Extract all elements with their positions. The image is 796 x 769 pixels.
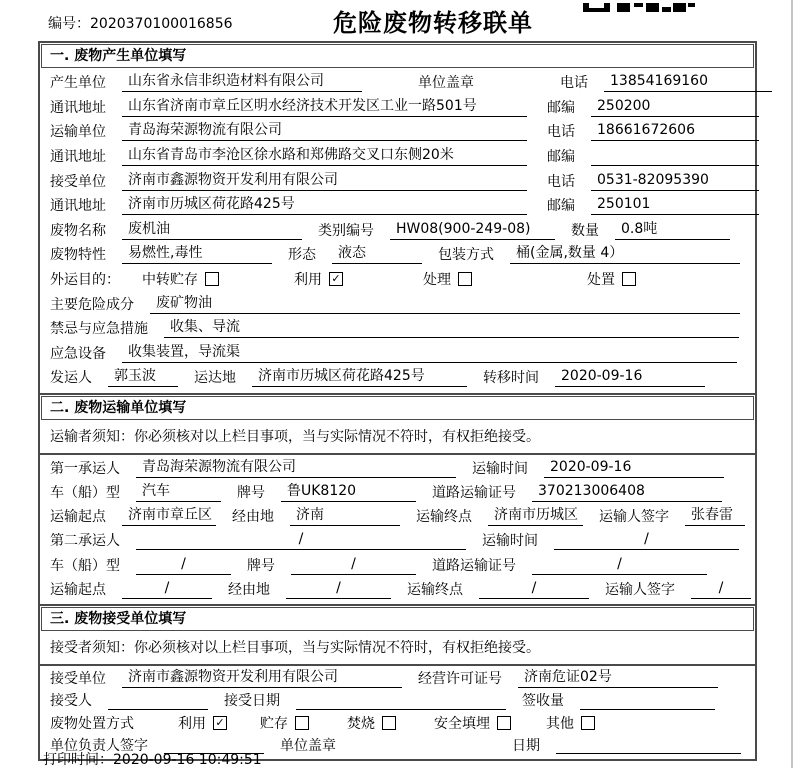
checkbox-label: 安全填埋 — [434, 715, 490, 732]
field-label: 主要危险成分 — [50, 296, 134, 313]
field-label: 应急设备 — [50, 345, 106, 362]
section-producer-title: 一. 废物产生单位填写 — [41, 44, 754, 68]
form-row — [50, 667, 745, 689]
field-value — [556, 735, 741, 754]
field-label: 包装方式 — [438, 247, 494, 264]
field-value: 张春雷 — [685, 506, 745, 526]
transporter-notice: 运输者须知：你必须核对以上栏目事项，当与实际情况不符时，有权拒绝接受。 — [40, 421, 755, 455]
form-row — [50, 242, 745, 267]
field-value: 青岛海荣源物流有限公司 — [122, 121, 527, 141]
field-label: 接受日期 — [224, 693, 280, 710]
form-row — [50, 218, 745, 243]
checkbox-unchecked-icon — [458, 272, 472, 286]
field-label: 电话 — [560, 75, 588, 92]
form-row — [50, 528, 745, 552]
checkbox-unchecked-icon — [205, 272, 219, 286]
checkbox-label: 处理 — [423, 272, 451, 289]
field-value: 2020-09-16 — [555, 367, 705, 387]
field-label: 经营许可证号 — [418, 670, 502, 687]
form-row — [50, 144, 745, 169]
checkbox-checked-icon: ✓ — [213, 716, 227, 730]
field-label: 通讯地址 — [50, 198, 106, 215]
field-label: 电话 — [547, 173, 575, 190]
checkbox-label: 焚烧 — [347, 715, 375, 732]
field-label: 经由地 — [228, 581, 270, 598]
print-time-value: 2020-09-16 10:49:51 — [113, 752, 262, 768]
field-value: 370213006408 — [532, 482, 722, 502]
field-value: 液态 — [332, 244, 422, 264]
field-label: 日期 — [512, 737, 540, 754]
checkbox-group — [587, 269, 636, 289]
field-label: 通讯地址 — [50, 149, 106, 166]
field-label: 禁忌与应急措施 — [50, 321, 148, 338]
checkbox-unchecked-icon — [295, 716, 309, 730]
field-value: / — [291, 555, 416, 575]
checkbox-label: 贮存 — [260, 715, 288, 732]
field-value: 鲁UK8120 — [281, 482, 416, 502]
field-value: 济南市章丘区 — [122, 506, 216, 526]
section-transporter — [40, 393, 755, 604]
field-value: 济南市鑫源物资开发利用有限公司 — [122, 668, 402, 688]
field-value: / — [691, 579, 751, 599]
field-value: 青岛海荣源物流有限公司 — [136, 458, 456, 478]
field-value — [108, 691, 208, 710]
form-row — [50, 504, 745, 528]
field-label: 通讯地址 — [50, 99, 106, 116]
form-row — [50, 291, 745, 316]
checkbox-unchecked-icon — [581, 716, 595, 730]
doc-number-value: 2020370100016856 — [90, 16, 233, 32]
form-row — [50, 70, 745, 95]
doc-number — [48, 13, 233, 33]
field-label: 运输起点 — [50, 509, 106, 526]
field-label: 发运人 — [50, 370, 92, 387]
field-value: / — [122, 579, 212, 599]
field-value: 山东省永信非织造材料有限公司 — [122, 72, 362, 92]
print-time-label: 打印时间： — [43, 752, 113, 768]
print-time — [43, 749, 262, 769]
checkbox-group — [178, 713, 227, 733]
field-label: 外运目的： — [50, 272, 120, 289]
field-label: 接受单位 — [50, 173, 106, 190]
checkbox-label: 处置 — [587, 272, 615, 289]
field-value: 山东省青岛市李沧区徐水路和郑佛路交叉口东侧20米 — [122, 146, 527, 166]
field-label: 废物名称 — [50, 222, 106, 239]
field-value: / — [532, 555, 707, 575]
checkbox-group — [142, 269, 219, 289]
field-label: 电话 — [547, 124, 575, 141]
field-value: 13854169160 — [604, 72, 772, 92]
section-receiver — [40, 604, 755, 759]
transfer-manifest-form — [38, 41, 757, 761]
field-value: 250200 — [591, 97, 759, 117]
field-label: 类别编号 — [318, 222, 374, 239]
field-label: 第二承运人 — [50, 533, 120, 550]
field-value: 济南 — [290, 506, 400, 526]
field-value: / — [479, 579, 589, 599]
field-value: 济南市历城区荷花路425号 — [252, 367, 467, 387]
field-label: 运输人签字 — [599, 509, 669, 526]
field-value — [296, 691, 506, 710]
field-label: 转移时间 — [483, 370, 539, 387]
field-label: 邮编 — [547, 149, 575, 166]
field-value: 0531-82095390 — [591, 171, 759, 191]
field-label: 经由地 — [232, 509, 274, 526]
field-value: 废机油 — [122, 220, 302, 240]
form-row — [50, 168, 745, 193]
checkbox-group — [347, 713, 396, 733]
field-value: 济南市历城区荷花路425号 — [122, 195, 527, 215]
field-label: 运输起点 — [50, 581, 106, 598]
field-label: 单位盖章 — [280, 737, 336, 754]
form-row — [50, 689, 745, 711]
field-value: 山东省济南市章丘区明水经济技术开发区工业一路501号 — [122, 97, 527, 117]
field-label: 邮编 — [547, 99, 575, 116]
field-label: 运输时间 — [482, 533, 538, 550]
checkbox-group — [260, 713, 309, 733]
section-transporter-title: 二. 废物运输单位填写 — [41, 396, 754, 420]
field-value: HW08(900-249-08) — [390, 220, 555, 240]
checkbox-group — [546, 713, 595, 733]
form-row — [50, 341, 745, 366]
field-value: 济南市鑫源物资开发利用有限公司 — [122, 171, 527, 191]
field-label: 车（船）型 — [50, 557, 120, 574]
field-value: 废矿物油 — [150, 294, 740, 314]
field-label: 单位盖章 — [418, 75, 474, 92]
section-receiver-rows — [40, 666, 755, 759]
form-row — [50, 456, 745, 480]
checkbox-group — [423, 269, 472, 289]
field-label: 运输终点 — [407, 581, 463, 598]
field-value: 收集、导流 — [164, 318, 739, 338]
field-value: / — [136, 530, 466, 550]
form-row — [50, 193, 745, 218]
field-label: 单位负责人签字 — [50, 737, 148, 754]
receiver-notice: 接受者须知：你必须核对以上栏目事项，当与实际情况不符时，有权拒绝接受。 — [40, 632, 755, 666]
field-label: 接受单位 — [50, 670, 106, 687]
section-receiver-title: 三. 废物接受单位填写 — [41, 607, 754, 631]
field-value: 桶(金属,数量 4） — [510, 244, 740, 264]
field-label: 产生单位 — [50, 75, 106, 92]
qr-code-fragment-icon — [583, 0, 695, 16]
field-label: 签收量 — [522, 693, 564, 710]
checkbox-label: 其他 — [546, 715, 574, 732]
checkbox-checked-icon: ✓ — [329, 272, 343, 286]
field-value: / — [554, 530, 739, 550]
field-value: 2020-09-16 — [544, 458, 724, 478]
field-label: 运达地 — [194, 370, 236, 387]
form-row — [50, 119, 745, 144]
field-label: 运输时间 — [472, 460, 528, 477]
section-producer-rows — [40, 69, 755, 393]
field-label: 运输单位 — [50, 124, 106, 141]
field-value: / — [136, 555, 231, 575]
form-row — [50, 95, 745, 120]
checkbox-label: 中转贮存 — [142, 272, 198, 289]
form-row — [50, 267, 745, 292]
field-label: 废物处置方式 — [50, 715, 134, 732]
field-label: 车（船）型 — [50, 485, 120, 501]
doc-number-label: 编号： — [48, 16, 90, 32]
field-label: 第一承运人 — [50, 460, 120, 477]
scan-page-edge — [791, 0, 793, 768]
field-value: 18661672606 — [591, 121, 759, 141]
field-value: 收集装置，导流渠 — [122, 343, 737, 363]
checkbox-label: 利用 — [294, 272, 322, 289]
field-value: 济南危证02号 — [518, 668, 718, 688]
field-label: 邮编 — [547, 198, 575, 215]
section-producer — [40, 44, 755, 393]
section-transporter-rows — [40, 455, 755, 604]
field-label: 道路运输证号 — [432, 485, 516, 501]
field-label: 运输人签字 — [605, 581, 675, 598]
form-row — [50, 552, 745, 576]
checkbox-unchecked-icon — [382, 716, 396, 730]
field-value: 易燃性,毒性 — [122, 244, 272, 264]
field-value: 250101 — [591, 195, 759, 215]
form-row — [50, 711, 745, 733]
checkbox-group — [294, 269, 343, 289]
page-title: 危险废物转移联单 — [333, 9, 533, 37]
field-label: 牌号 — [237, 485, 265, 501]
field-value: 0.8吨 — [615, 220, 730, 240]
field-label: 废物特性 — [50, 247, 106, 264]
field-label: 数量 — [571, 222, 599, 239]
field-label: 道路运输证号 — [432, 557, 516, 574]
field-label: 运输终点 — [416, 509, 472, 526]
checkbox-group — [434, 713, 511, 733]
form-row — [50, 577, 745, 601]
field-value — [591, 147, 759, 166]
field-value: / — [286, 579, 391, 599]
field-value: 郭玉波 — [108, 367, 178, 387]
checkbox-label: 利用 — [178, 715, 206, 732]
form-row — [50, 365, 745, 390]
form-row — [50, 316, 745, 341]
field-value: 济南市历城区 — [488, 506, 583, 526]
field-label: 接受人 — [50, 693, 92, 710]
field-label: 牌号 — [247, 557, 275, 574]
field-value — [580, 691, 715, 710]
checkbox-unchecked-icon — [497, 716, 511, 730]
form-row — [50, 480, 745, 504]
checkbox-unchecked-icon — [622, 272, 636, 286]
field-label: 形态 — [288, 247, 316, 264]
field-value: 汽车 — [136, 482, 221, 502]
